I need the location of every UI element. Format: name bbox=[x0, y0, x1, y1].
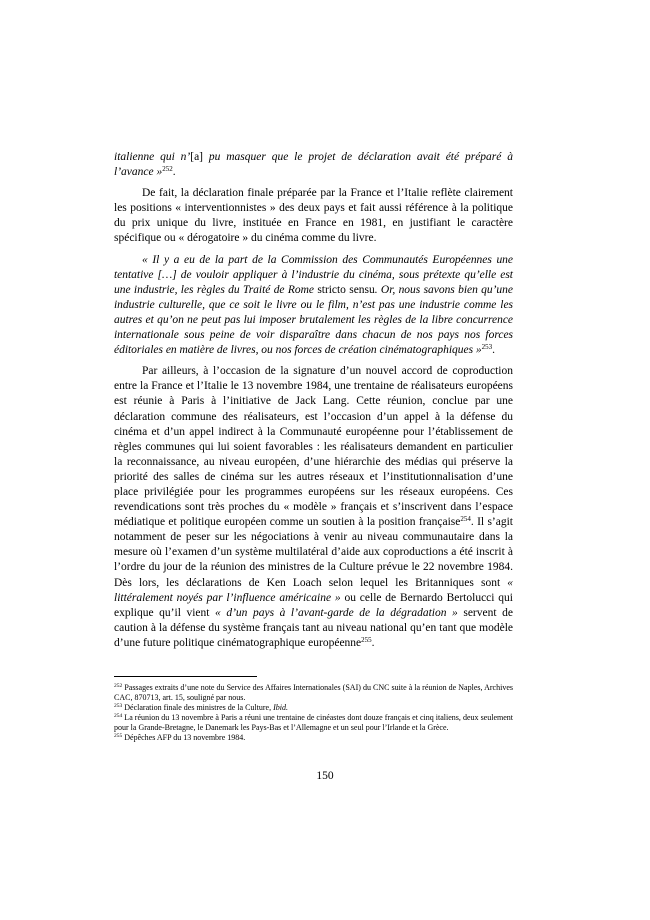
footnote-ref-254[interactable]: 254 bbox=[460, 515, 471, 524]
body-text bbox=[114, 150, 513, 651]
footnote-254: $^{254}$ La réunion du 13 novembre à Paris a réuni une trentaine de cinéastes dont douze français et cinq italiens, deux seulement pour la Grande-Bretagne, le Danemark les Pays-Bas et l’Allemagne et un seul pour l’Irlande et la Grèce. bbox=[114, 713, 513, 732]
quote-text: pu masquer que le projet de déclaration avait été préparé à l’avance » bbox=[114, 151, 513, 179]
footnotes bbox=[114, 683, 513, 743]
footnote-255: $^{255}$ Dépêches AFP du 13 novembre 1984. bbox=[114, 733, 246, 742]
paragraph-quote-continuation: italienne qui n’[a] pu masquer que le projet de déclaration avait été préparé à l’avance »$^{252}$. bbox=[114, 151, 513, 179]
footnote-ref-255[interactable]: 255 bbox=[361, 635, 372, 644]
paragraph-declaration-finale: De fait, la déclaration finale préparée par la France et l’Italie reflète clairement les positions « interventionnistes » des deux pays et fait aussi référence à la politique du prix unique du livre, instituée en France en 1981, en justifiant le caractère spécifique ou « dérogatoire » du cinéma comme du livre. bbox=[114, 187, 513, 245]
footnote-252: $^{252}$ Passages extraits d’une note du Service des Affaires Internationales (SAI) du CNC suite à la réunion de Naples, Archives CAC, 870713, art. 15, souligné par nous. bbox=[114, 683, 513, 702]
quote-ken-loach: « littéralement noyés par l’influence américaine » bbox=[114, 576, 513, 604]
block-quote: « Il y a eu de la part de la Commission des Communautés Européennes une tentative […] de vouloir appliquer à l’industrie du cinéma, sous prétexte qu’elle est une industrie, les règles du Traité de Rome stricto sensu. Or, nous savons bien qu’une industrie culturelle, que ce soit le livre ou le film, n’est pas une industrie comme les autres et qu’on ne peut pas lui imposer brutalement les règles de la libre concurrence internationale sous peine de voir disparaître dans chacun de nos pays nos forces éditoriales en matière de livres, ou nos forces de création cinématographiques »$^{253}$. bbox=[114, 253, 513, 357]
footnote-ref-252[interactable]: 252 bbox=[162, 165, 173, 174]
footnote-separator bbox=[114, 676, 257, 677]
footnote-253: $^{253}$ Déclaration finale des ministres de la Culture, Ibid. bbox=[114, 703, 288, 712]
editorial-insertion: [a] bbox=[190, 151, 204, 163]
footnote-ref-253[interactable]: 253 bbox=[481, 343, 493, 352]
latin-term: stricto sensu bbox=[313, 283, 375, 296]
quote-text: italienne qui n’ bbox=[114, 151, 191, 163]
page-number: 150 bbox=[316, 770, 334, 782]
quote-bertolucci: « d’un pays à l’avant-garde de la dégradation » bbox=[215, 606, 458, 619]
paragraph-coproduction: Par ailleurs, à l’occasion de la signature d’un nouvel accord de coproduction entre la France et l’Italie le 13 novembre 1984, une trentaine de réalisateurs européens est réunie à Paris à l’initiative de Jack Lang. Cette réunion, conclue par une déclaration commune des réalisateurs, est l’occasion d’un appel à la défense du cinéma et d’un appel indirect à la Communauté européenne pour l’établissement de règles communes qui lui soient favorables : les réalisateurs demandent en particulier la reconnaissance, au niveau européen, d’une hiérarchie des médias qui préserve la priorité des salles de cinéma sur les autres réseaux et l’institutionnalisation d’une place privilégiée pour les programmes européens sur les réseaux européens. Ces revendications sont très proches du « modèle » français et s’inscrivent dans l’espace médiatique et politique européen comme un soutien à la position française$^{254}$. Il s’agit notamment de peser sur les négociations à venir au niveau communautaire dans la mesure où l’examen d’un système multilatéral d’aide aux coproductions a été inscrit à l’ordre du jour de la réunion des ministres de la Culture prévue le 22 novembre 1984. Dès lors, les déclarations de Ken Loach selon lequel les Britanniques sont « littéralement noyés par l’influence américaine » ou celle de Bernardo Bertolucci qui explique qu’il vient « d’un pays à l’avant-garde de la dégradation » servent de caution à la défense du système français tant au niveau national qu’en tant que modèle d’une future politique cinématographique européenne$^{255}$. bbox=[114, 365, 514, 649]
